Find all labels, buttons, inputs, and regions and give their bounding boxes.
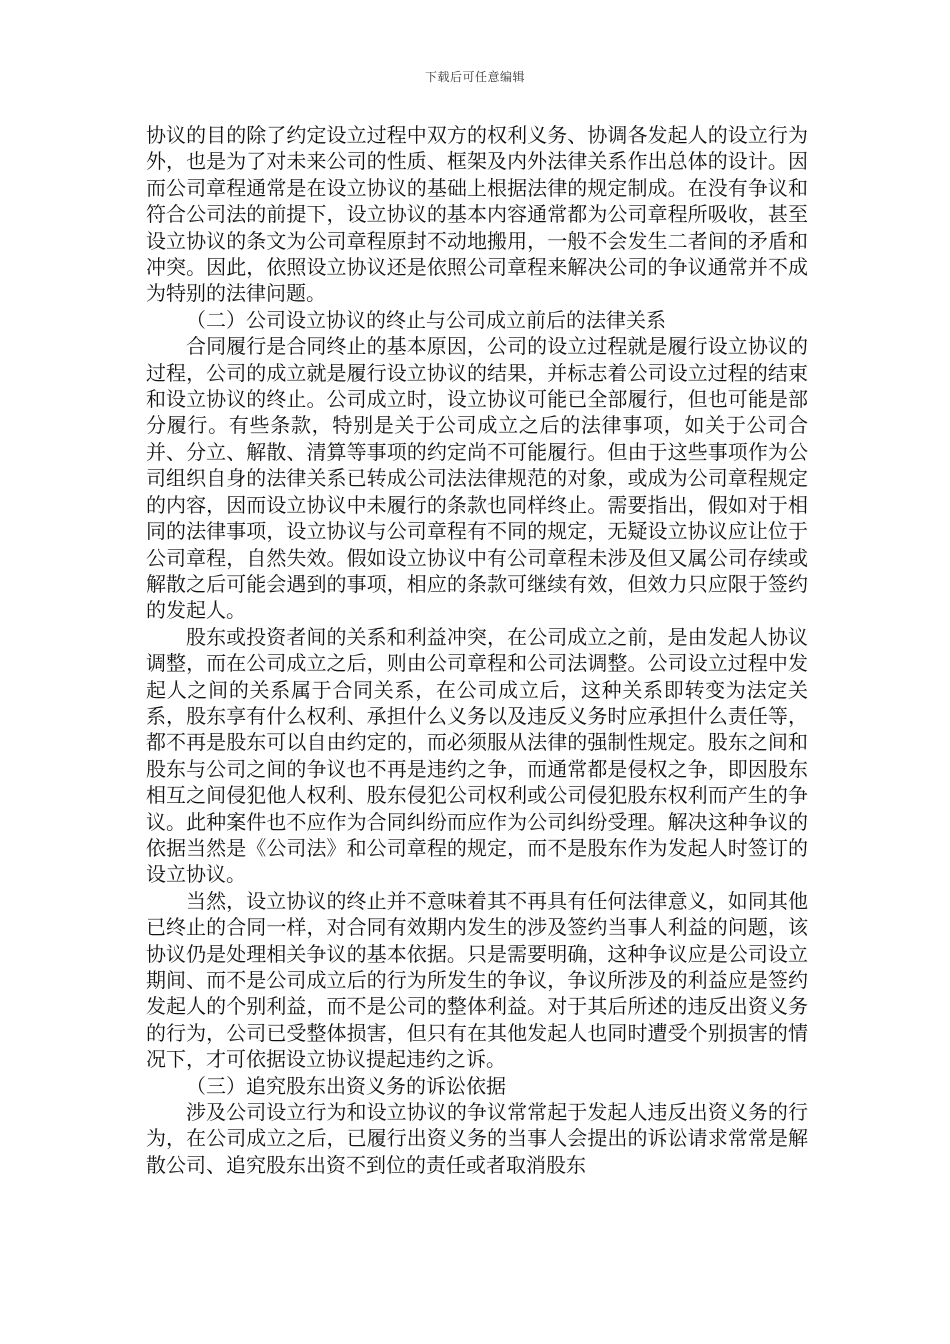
paragraph-3: 合同履行是合同终止的基本原因，公司的设立过程就是履行设立协议的过程，公司的成立就是履行设立协议的结果，并标志着公司设立过程的结束和设立协议的终止。公司成立时，设立协议可能已全部履行，但也可能是部分履行。有些条款，特别是关于公司成立之后的法律事项，如关于公司合并、分立、解散、清算等事项的约定尚不可能履行。但由于这些事项作为公司组织自身的法律关系已转成公司法法律规范的对象，或成为公司章程规定的内容，因而设立协议中未履行的条款也同样终止。需要指出，假如对于相同的法律事项，设立协议与公司章程有不同的规定，无疑设立协议应让位于公司章程，自然失效。假如设立协议中有公司章程未涉及但又属公司存续或解散之后可能会遇到的事项，相应的条款可继续有效，但效力只应限于签约的发起人。 <box>146 334 808 623</box>
paragraph-4: 股东或投资者间的关系和利益冲突，在公司成立之前，是由发起人协议调整，而在公司成立之后，则由公司章程和公司法调整。公司设立过程中发起人之间的关系属于合同关系，在公司成立后，这种关系即转变为法定关系，股东享有什么权利、承担什么义务以及违反义务时应承担什么责任等，都不再是股东可以自由约定的，而必须服从法律的强制性规定。股东之间和股东与公司之间的争议也不再是违约之争，而通常都是侵权之争，即因股东相互之间侵犯他人权利、股东侵犯公司权利或公司侵犯股东权利而产生的争议。此种案件也不应作为合同纠纷而应作为公司纠纷受理。解决这种争议的依据当然是《公司法》和公司章程的规定，而不是股东作为发起人时签订的设立协议。 <box>146 624 808 887</box>
paragraph-5: 当然，设立协议的终止并不意味着其不再具有任何法律意义，如同其他已终止的合同一样，对合同有效期内发生的涉及签约当事人利益的问题，该协议仍是处理相关争议的基本依据。只是需要明确，这种争议应是公司设立期间、而不是公司成立后的行为所发生的争议，争议所涉及的利益应是签约发起人的个别利益，而不是公司的整体利益。对于其后所述的违反出资义务的行为，公司已受整体损害，但只有在其他发起人也同时遭受个别损害的情况下，才可依据设立协议提起违约之诉。 <box>146 888 808 1072</box>
document-body <box>146 122 808 1178</box>
page-header: 下载后可任意编辑 <box>424 70 525 84</box>
paragraph-1: 协议的目的除了约定设立过程中双方的权利义务、协调各发起人的设立行为外，也是为了对未来公司的性质、框架及内外法律关系作出总体的设计。因而公司章程通常是在设立协议的基础上根据法律的规定制成。在没有争议和符合公司法的前提下，设立协议的基本内容通常都为公司章程所吸收，甚至设立协议的条文为公司章程原封不动地搬用，一般不会发生二者间的矛盾和冲突。因此，依照设立协议还是依照公司章程来解决公司的争议通常并不成为特别的法律问题。 <box>146 123 808 306</box>
section-heading-3: （三）追究股东出资义务的诉讼依据 <box>186 1073 506 1098</box>
section-heading-2: （二）公司设立协议的终止与公司成立前后的法律关系 <box>186 307 666 332</box>
paragraph-7: 涉及公司设立行为和设立协议的争议常常起于发起人违反出资义务的行为，在公司成立之后，已履行出资义务的当事人会提出的诉讼请求常常是解散公司、追究股东出资不到位的责任或者取消股东 <box>146 1100 808 1177</box>
